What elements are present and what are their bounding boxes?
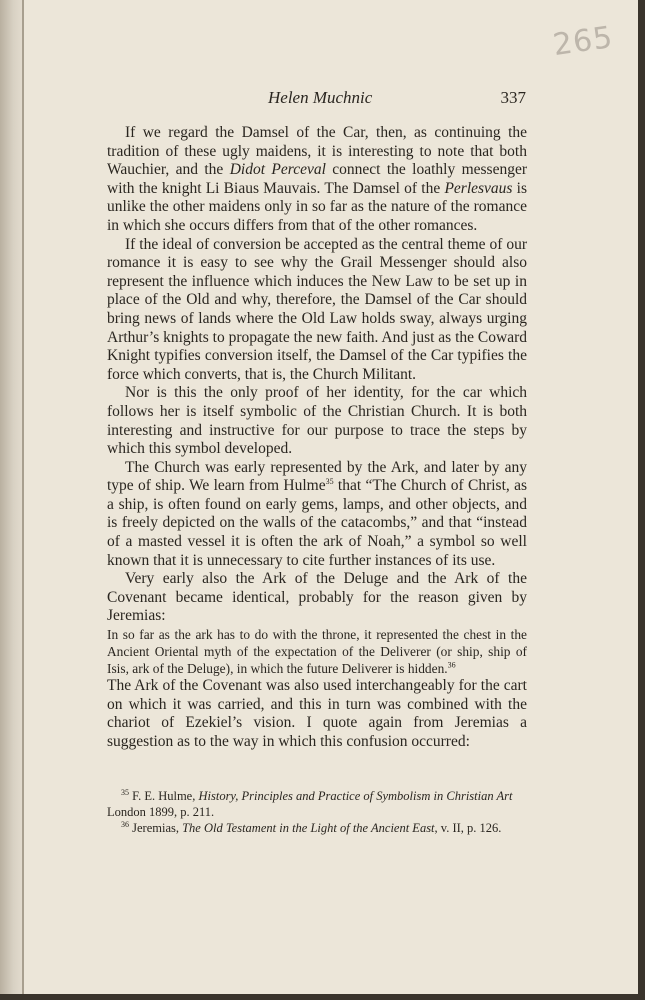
paragraph-1 bbox=[107, 124, 527, 236]
footnotes bbox=[107, 788, 527, 836]
paragraph-4-text-b: that “The Church of Christ, as a ship, is often found on early gems, lamps, and other objects, and is freely depicted on the walls of the catacombs,” and that “instead of a masted vessel it is often the ark of Noah,” a symbol so well known that it is unnecessary to cite further instances of its use. bbox=[107, 477, 527, 569]
paragraph-5: Very early also the Ark of the Deluge and the Ark of the Covenant became identical, probably for the reason given by Jeremias: bbox=[107, 570, 527, 625]
footnote-36-pub: , v. II, p. 126. bbox=[434, 821, 502, 835]
footnote-35-pub: London 1899, p. 211. bbox=[107, 805, 215, 819]
running-head-author: Helen Muchnic bbox=[268, 88, 373, 107]
page-right-edge bbox=[638, 0, 645, 1000]
paragraph-1-text-a: If we regard the Damsel of the Car, then, as continuing the tradition of these ugly maidens, it is interesting to note that both Wauchier, and the bbox=[107, 124, 527, 179]
block-quote-text: In so far as the ark has to do with the throne, it represented the chest in the Ancient Oriental myth of the expectation of the Deliverer (or ship, ship of Isis, ark of the Deluge), in which the future Deliverer is hidden. bbox=[107, 627, 527, 677]
page-bottom-edge bbox=[0, 994, 645, 1000]
paragraph-4 bbox=[107, 459, 527, 571]
title-perlesvaus: Perlesvaus bbox=[444, 179, 513, 197]
footnote-36-number: 36 bbox=[121, 819, 129, 829]
running-header bbox=[122, 88, 526, 110]
footnote-35-number: 35 bbox=[121, 787, 129, 797]
page-binding bbox=[0, 0, 24, 1000]
body-text bbox=[107, 124, 527, 751]
title-didot-perceval: Didot Perceval bbox=[229, 161, 326, 179]
paragraph-1-text-b: connect the loathly messenger with the knight Li Biaus Mauvais. The Damsel of the bbox=[107, 161, 527, 197]
footnote-ref-36: 36 bbox=[447, 660, 456, 670]
footnote-35 bbox=[107, 788, 527, 820]
footnote-36-title: The Old Testament in the Light of the Ancient East bbox=[182, 821, 435, 835]
footnote-36 bbox=[107, 820, 527, 836]
paragraph-4-text-a: The Church was early represented by the Ark, and later by any type of ship. We learn from Hulme bbox=[107, 458, 527, 495]
binding-edge bbox=[22, 0, 24, 1000]
footnote-35-title: History, Principles and Practice of Symbolism in Christian Art bbox=[198, 789, 513, 803]
paragraph-6: The Ark of the Covenant was also used interchangeably for the cart on which it was carried, and this in turn was combined with the chariot of Ezekiel’s vision. I quote again from Jeremias a suggestion as to the way in which this confusion occurred: bbox=[107, 677, 527, 750]
block-quote bbox=[107, 626, 527, 677]
paragraph-3: Nor is this the only proof of her identity, for the car which follows her is itself symbolic of the Christian Church. It is both interesting and instructive for our purpose to trace the steps by which this symbol developed. bbox=[107, 384, 527, 458]
pencil-annotation: 265 bbox=[550, 19, 616, 64]
paragraph-2: If the ideal of conversion be accepted as the central theme of our romance it is easy to see why the Grail Messenger should also represent the influence which induces the New Law to be set up in place of the Old and why, therefore, the Damsel of the Car should bring news of lands where the Old Law holds sway, always urging Arthur’s knights to propagate the new faith. And just as the Coward Knight typifies conversion itself, the Damsel of the Car typifies the force which converts, that is, the Church Militant. bbox=[107, 235, 527, 383]
footnote-35-author: F. E. Hulme, bbox=[129, 789, 199, 803]
footnote-36-author: Jeremias, bbox=[129, 821, 183, 835]
paragraph-1-text-c: is unlike the other maidens only in so far as the nature of the romance in which she occurs differs from that of the other romances. bbox=[107, 179, 527, 234]
footnote-ref-35: 35 bbox=[325, 477, 334, 487]
page-number: 337 bbox=[500, 88, 526, 107]
